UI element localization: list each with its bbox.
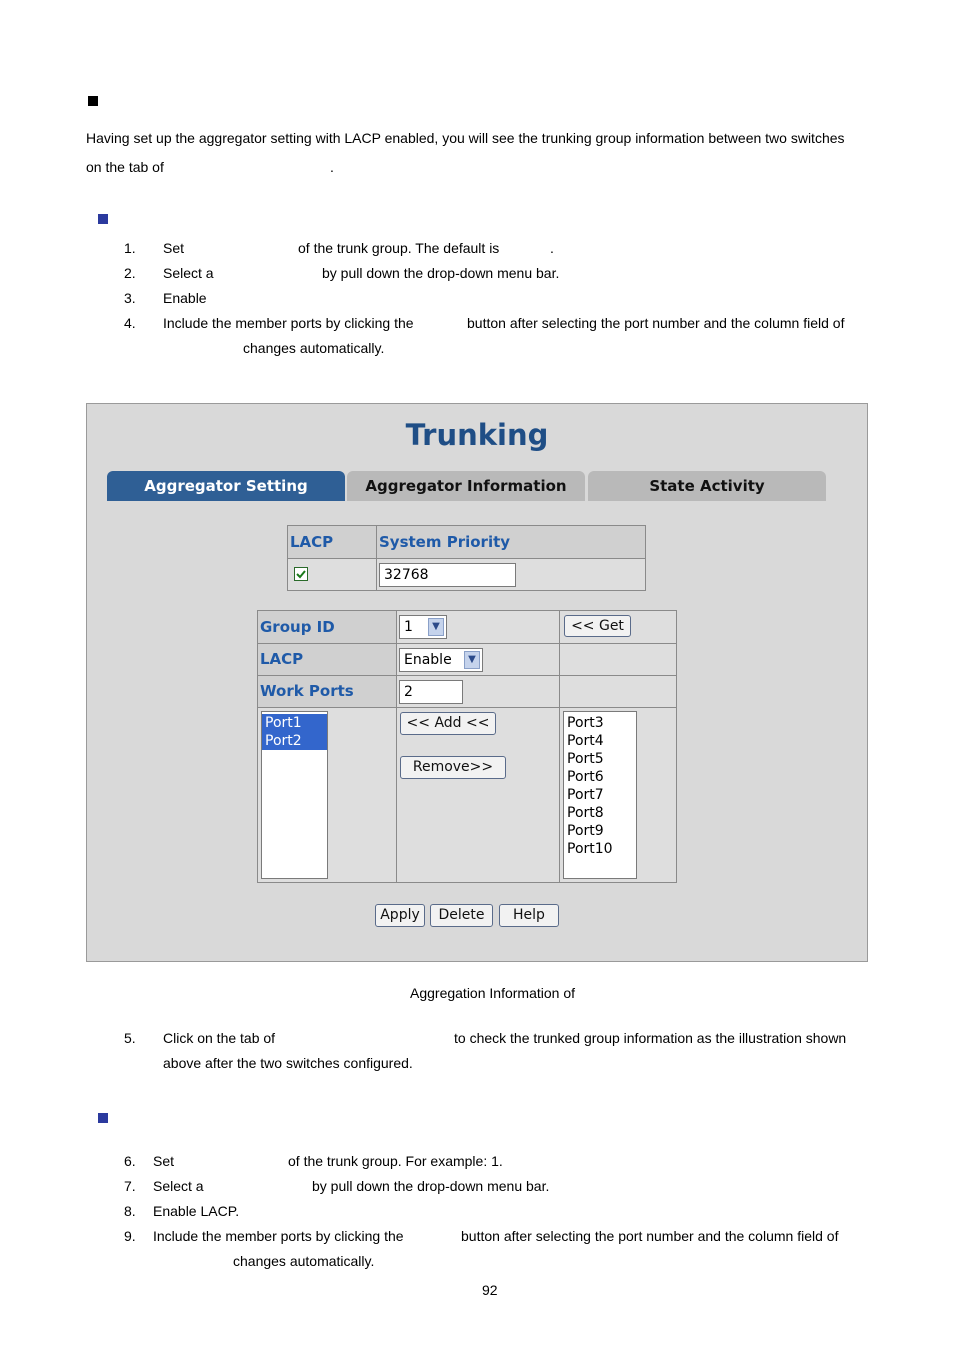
work-ports-label: Work Ports <box>257 675 397 708</box>
step-text: by pull down the drop-down menu bar. <box>312 1178 550 1194</box>
apply-button[interactable]: Apply <box>375 904 425 927</box>
member-ports-list[interactable] <box>261 711 328 879</box>
step-number: 7. <box>124 1178 136 1194</box>
step-text: Include the member ports by clicking the <box>163 315 414 331</box>
get-button[interactable]: << Get <box>564 615 631 637</box>
step-text: above after the two switches configured. <box>163 1055 413 1071</box>
chevron-down-icon: ▼ <box>428 618 444 636</box>
list-item[interactable]: Port8 <box>567 805 604 821</box>
delete-button[interactable]: Delete <box>430 904 493 927</box>
figure-caption: Aggregation Information of <box>410 985 575 1001</box>
remove-button[interactable]: Remove>> <box>400 756 506 779</box>
list-item[interactable]: Port3 <box>567 715 604 731</box>
step-number: 2. <box>124 265 136 281</box>
tab-state-activity[interactable]: State Activity <box>588 471 826 501</box>
empty-cell <box>559 675 677 708</box>
tab-aggregator-setting[interactable]: Aggregator Setting <box>107 471 345 501</box>
group-id-label: Group ID <box>257 610 397 644</box>
list-item[interactable]: Port5 <box>567 751 604 767</box>
empty-cell <box>559 643 677 676</box>
work-ports-cell <box>396 675 560 708</box>
step-text: Set <box>153 1153 175 1169</box>
intro-line-2b: . <box>330 159 334 175</box>
list-item[interactable]: Port1 <box>262 714 327 732</box>
step-text: of the trunk group. For example: 1. <box>288 1153 503 1169</box>
step-number: 6. <box>124 1153 136 1169</box>
step-text: to check the trunked group information as the illustration shown <box>454 1030 847 1046</box>
intro-line-2a: on the tab of <box>86 159 164 175</box>
group-id-cell <box>396 610 560 644</box>
system-priority-input[interactable]: 32768 <box>379 563 516 587</box>
step-text: button after selecting the port number and the column field of <box>467 315 845 331</box>
lacp-header: LACP <box>287 525 377 559</box>
step-text: Select a <box>153 1178 204 1194</box>
list-item[interactable]: Port9 <box>567 823 604 839</box>
section-bullet-icon <box>88 96 98 106</box>
help-button[interactable]: Help <box>499 904 559 927</box>
group-id-select[interactable]: 1 ▼ <box>399 615 447 639</box>
step-text: . <box>550 240 554 256</box>
step-text: Enable <box>163 290 207 306</box>
tab-aggregator-information[interactable]: Aggregator Information <box>347 471 585 501</box>
step-text: by pull down the drop-down menu bar. <box>322 265 560 281</box>
step-text: changes automatically. <box>243 340 385 356</box>
work-ports-input[interactable]: 2 <box>399 680 463 704</box>
subsection-bullet-icon <box>98 214 108 224</box>
member-ports-cell <box>257 707 397 883</box>
step-number: 5. <box>124 1030 136 1046</box>
system-priority-cell <box>376 558 646 591</box>
list-item[interactable]: Port6 <box>567 769 604 785</box>
list-item[interactable]: Port2 <box>262 732 327 750</box>
add-remove-cell <box>396 707 560 883</box>
trunking-screenshot <box>86 403 868 962</box>
intro-line-1: Having set up the aggregator setting with LACP enabled, you will see the trunking group information between two switches <box>86 130 845 146</box>
get-cell <box>559 610 677 644</box>
page-number: 92 <box>482 1282 498 1298</box>
step-text: button after selecting the port number and the column field of <box>461 1228 839 1244</box>
page-title: Trunking <box>405 418 549 452</box>
add-button[interactable]: << Add << <box>400 712 496 735</box>
lacp-select[interactable]: Enable ▼ <box>399 648 483 672</box>
lacp-label: LACP <box>257 643 397 676</box>
step-number: 8. <box>124 1203 136 1219</box>
step-text: Set <box>163 240 185 256</box>
step-text: Click on the tab of <box>163 1030 276 1046</box>
step-number: 3. <box>124 290 136 306</box>
step-number: 1. <box>124 240 136 256</box>
lacp-select-cell <box>396 643 560 676</box>
step-number: 4. <box>124 315 136 331</box>
chevron-down-icon: ▼ <box>464 651 480 669</box>
check-icon <box>295 568 307 580</box>
system-priority-header: System Priority <box>376 525 646 559</box>
step-text: changes automatically. <box>233 1253 375 1269</box>
step-text: Enable LACP. <box>153 1203 240 1219</box>
step-text: Include the member ports by clicking the <box>153 1228 404 1244</box>
list-item[interactable]: Port10 <box>567 841 613 857</box>
available-ports-cell <box>559 707 677 883</box>
list-item[interactable]: Port7 <box>567 787 604 803</box>
step-text: Select a <box>163 265 214 281</box>
step-number: 9. <box>124 1228 136 1244</box>
available-ports-list[interactable] <box>563 711 637 879</box>
lacp-checkbox-cell <box>287 558 377 591</box>
list-item[interactable]: Port4 <box>567 733 604 749</box>
subsection-bullet-icon <box>98 1113 108 1123</box>
lacp-checkbox[interactable] <box>294 567 308 581</box>
step-text: of the trunk group. The default is <box>298 240 500 256</box>
